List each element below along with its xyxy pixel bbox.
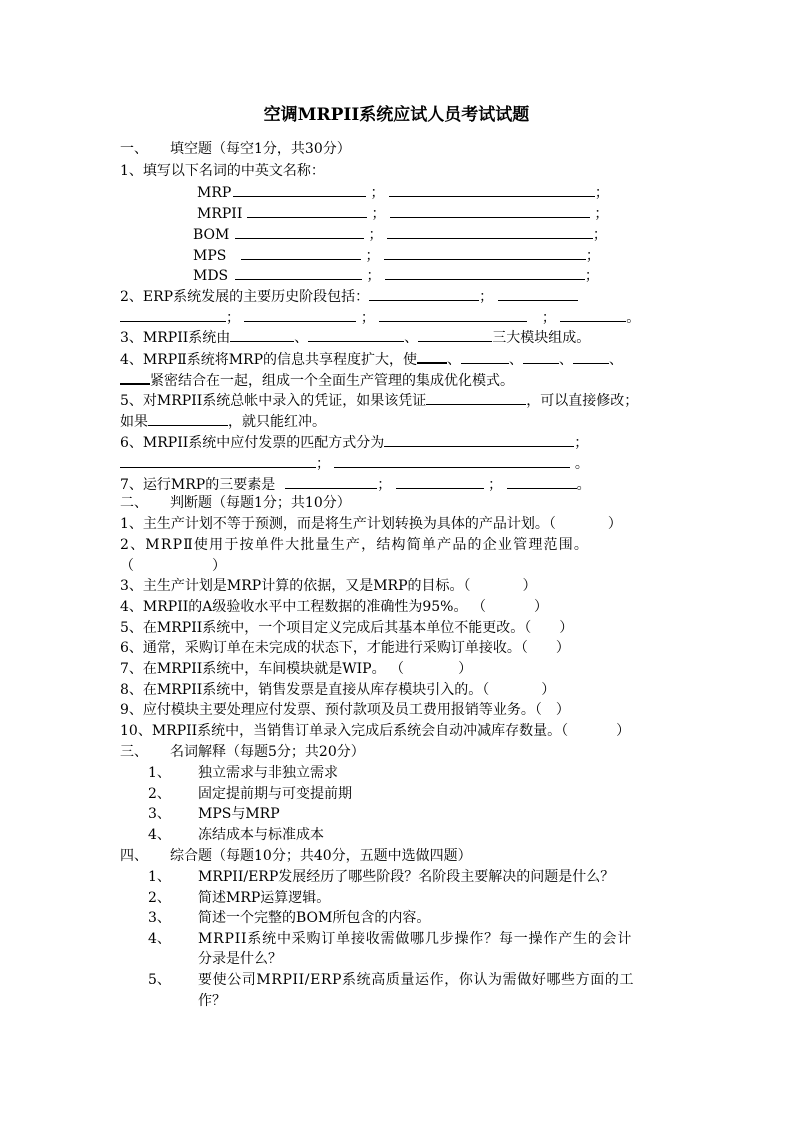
blank[interactable] [498, 286, 578, 301]
question-text: ，可以直接修改； [526, 393, 639, 409]
question-text: ，就只能红冲。 [228, 414, 326, 430]
blank[interactable] [308, 327, 404, 342]
term-label: MDS [193, 268, 229, 284]
term-row-bom [193, 224, 607, 244]
judge-text: 4、MRPII的A级验收水平中工程数据的准确性为95%。 （ [120, 599, 486, 615]
item-text: 简述一个完整的BOM所包含的内容。 [198, 910, 431, 926]
question-text: 三大模块组成。 [492, 330, 591, 346]
separator: ； [592, 227, 607, 243]
section-1-number: 一、 [120, 141, 148, 157]
item-number: 5、 [148, 972, 171, 988]
term-row-mds [193, 265, 599, 285]
question-1-6 [120, 432, 588, 452]
separator: ； [541, 310, 556, 326]
question-1-5-cont [120, 411, 326, 431]
separator: 、 [509, 352, 524, 368]
separator: ； [377, 477, 392, 493]
blank[interactable] [396, 474, 484, 489]
section-4-heading [120, 847, 472, 865]
section-3-number: 三、 [120, 744, 148, 760]
term-item-1 [148, 764, 338, 782]
blank-cn[interactable] [235, 224, 364, 239]
question-1-1: 1、填写以下名词的中英文名称： [120, 163, 325, 179]
blank[interactable] [418, 327, 492, 342]
essay-item-3 [148, 909, 430, 927]
blank-cn[interactable] [233, 182, 366, 197]
separator: ； [370, 185, 385, 201]
judge-item-2-cont [120, 557, 226, 575]
judge-item-4 [120, 598, 548, 616]
period: 。 [626, 310, 641, 326]
blank-en[interactable] [389, 182, 595, 197]
blank[interactable] [384, 432, 574, 447]
judge-text: 3、主生产计划是MRP计算的依据，又是MRP的目标。（ [120, 578, 471, 594]
question-1-2 [120, 286, 578, 306]
separator: 、 [294, 330, 309, 346]
question-1-5 [120, 390, 638, 410]
section-3-heading [120, 743, 365, 761]
term-row-mps [193, 245, 600, 265]
blank[interactable] [120, 453, 316, 468]
item-number: 3、 [148, 910, 171, 926]
term-label: MRPII [197, 206, 243, 222]
item-text: 要使公司MRPII/ERP系统高质量运作，你认为需做好哪些方面的工 [198, 972, 635, 988]
term-item-4 [148, 826, 324, 844]
item-text: MRPII系统中采购订单接收需做哪几步操作？每一操作产生的会计 [198, 931, 633, 947]
section-4-number: 四、 [120, 848, 148, 864]
paren-close: ） [458, 661, 473, 677]
essay-item-5 [148, 971, 634, 989]
judge-item-9 [120, 701, 570, 719]
term-row-mrpii [197, 203, 608, 223]
judge-text: 7、在MRPII系统中，车间模块就是WIP。 （ [120, 661, 405, 677]
item-text: MPS与MRP [198, 806, 280, 822]
question-text: 2、ERP系统发展的主要历史阶段包括： [120, 289, 370, 305]
judge-item-5 [120, 619, 573, 637]
paren-close: ） [607, 516, 622, 532]
section-3-title: 名词解释（每题5分；共20分） [170, 744, 365, 760]
question-text: 3、MRPII系统由 [120, 330, 231, 346]
question-text: 紧密结合在一起，组成一个全面生产管理的集成优化模式。 [150, 373, 514, 389]
separator: ； [584, 268, 599, 284]
paren-close: ） [555, 640, 570, 656]
item-text: 简述MRP运算逻辑。 [198, 890, 331, 906]
separator: ； [488, 477, 503, 493]
judge-text: 9、应付模块主要处理应付发票、预付款项及员工费用报销等业务。（ [120, 702, 542, 718]
term-label: MRP [197, 185, 232, 201]
judge-item-10 [120, 722, 630, 740]
blank[interactable] [426, 390, 526, 405]
judge-item-2: 2、MRPⅡ使用于按单件大批量生产，结构简单产品的企业管理范围。 [120, 537, 590, 553]
blank[interactable] [523, 349, 559, 364]
section-2-heading [120, 494, 351, 512]
judge-text: 8、在MRPII系统中，销售发票是直接从库存模块引入的。（ [120, 682, 490, 698]
section-1-title: 填空题（每空1分，共30分） [170, 141, 351, 157]
item-number: 2、 [148, 890, 171, 906]
period: 。 [576, 477, 591, 493]
question-1-4-cont [120, 370, 514, 390]
paren-close: ） [559, 620, 574, 636]
question-text: 6、MRPII系统中应付发票的匹配方式分为 [120, 435, 385, 451]
blank-en[interactable] [385, 265, 585, 280]
blank[interactable] [230, 327, 294, 342]
judge-item-8 [120, 681, 555, 699]
paren-close: ） [212, 558, 226, 574]
separator: ； [316, 456, 330, 472]
page-title: 空调MRPII系统应试人员考试试题 [263, 105, 530, 125]
blank-cn[interactable] [241, 245, 361, 260]
section-4-title: 综合题（每题10分；共40分，五题中选做四题） [170, 848, 472, 864]
question-1-4 [120, 349, 623, 369]
separator: 、 [609, 352, 624, 368]
question-text: 4、MRPⅡ系统将MRP的信息共享程度扩大，使 [120, 352, 418, 368]
blank[interactable] [507, 474, 577, 489]
essay-item-4-cont: 分录是什么？ [198, 951, 282, 967]
blank-cn[interactable] [247, 203, 367, 218]
blank[interactable] [573, 349, 609, 364]
question-1-6-cont [120, 453, 589, 473]
term-item-3 [148, 805, 280, 823]
blank[interactable] [461, 349, 509, 364]
judge-text: 10、MRPII系统中，当销售订单录入完成后系统会自动冲减库存数量。（ [120, 723, 569, 739]
separator: ； [594, 185, 609, 201]
separator: 、 [559, 352, 574, 368]
item-number: 1、 [148, 869, 171, 885]
separator: ； [594, 206, 609, 222]
question-text: 7、运行MRP的三要素是 [120, 477, 276, 493]
separator: ； [360, 310, 375, 326]
blank[interactable] [120, 370, 150, 385]
judge-item-3 [120, 577, 537, 595]
separator: ； [479, 289, 494, 305]
blank-cn[interactable] [235, 265, 362, 280]
separator: ； [368, 227, 383, 243]
term-label: MPS [193, 248, 227, 264]
judge-text: 6、通常，采购订单在未完成的状态下，才能进行采购订单接收。（ [120, 640, 528, 656]
paren-close: ） [522, 578, 537, 594]
separator: ； [366, 268, 381, 284]
paren-close: ） [555, 702, 570, 718]
blank-en[interactable] [390, 203, 590, 218]
essay-item-1 [148, 868, 614, 886]
item-number: 1、 [148, 765, 171, 781]
blank[interactable] [560, 307, 626, 322]
blank[interactable] [379, 307, 527, 322]
period: 。 [574, 456, 589, 472]
blank[interactable] [285, 474, 377, 489]
separator: ； [585, 248, 600, 264]
separator: 、 [447, 352, 462, 368]
judge-item-1 [120, 515, 622, 533]
question-1-7 [120, 474, 591, 494]
section-2-title: 判断题（每题1分；共10分） [170, 495, 351, 511]
item-number: 4、 [148, 931, 171, 947]
essay-item-5-cont: 作？ [198, 993, 226, 1009]
paren-close: ） [533, 599, 548, 615]
section-1-heading [120, 140, 351, 158]
item-text: 独立需求与非独立需求 [198, 765, 338, 781]
blank[interactable] [148, 411, 228, 426]
blank[interactable] [244, 307, 356, 322]
separator: ； [226, 310, 240, 326]
paren-close: ） [616, 723, 631, 739]
separator: ； [574, 435, 589, 451]
term-row-mrp [197, 182, 609, 202]
item-text: 冻结成本与标准成本 [198, 827, 324, 843]
essay-item-2 [148, 889, 330, 907]
essay-item-4 [148, 930, 632, 948]
blank[interactable] [369, 286, 479, 301]
judge-item-6 [120, 639, 570, 657]
blank-en[interactable] [387, 224, 593, 239]
blank[interactable] [334, 453, 570, 468]
judge-text: 5、在MRPII系统中，一个项目定义完成后其基本单位不能更改。（ [120, 620, 532, 636]
paren-open: （ [120, 558, 134, 574]
judge-item-7 [120, 660, 472, 678]
question-1-3 [120, 327, 590, 347]
judge-text: 1、主生产计划不等于预测，而是将生产计划转换为具体的产品计划。（ [120, 516, 556, 532]
section-2-number: 二、 [120, 495, 148, 511]
item-number: 2、 [148, 786, 171, 802]
item-text: 固定提前期与可变提前期 [198, 786, 352, 802]
blank[interactable] [417, 349, 447, 364]
item-number: 4、 [148, 827, 171, 843]
question-1-2-cont [120, 307, 640, 327]
blank[interactable] [120, 307, 226, 322]
separator: 、 [404, 330, 419, 346]
separator: ； [371, 206, 386, 222]
item-number: 3、 [148, 806, 171, 822]
paren-close: ） [541, 682, 556, 698]
question-text: 如果 [120, 414, 148, 430]
item-text: MRPII/ERP发展经历了哪些阶段？名阶段主要解决的问题是什么？ [198, 869, 615, 885]
term-label: BOM [193, 227, 230, 243]
separator: ； [365, 248, 380, 264]
question-text: 5、对MRPII系统总帐中录入的凭证，如果该凭证 [120, 393, 427, 409]
term-item-2 [148, 785, 352, 803]
blank-en[interactable] [384, 245, 586, 260]
